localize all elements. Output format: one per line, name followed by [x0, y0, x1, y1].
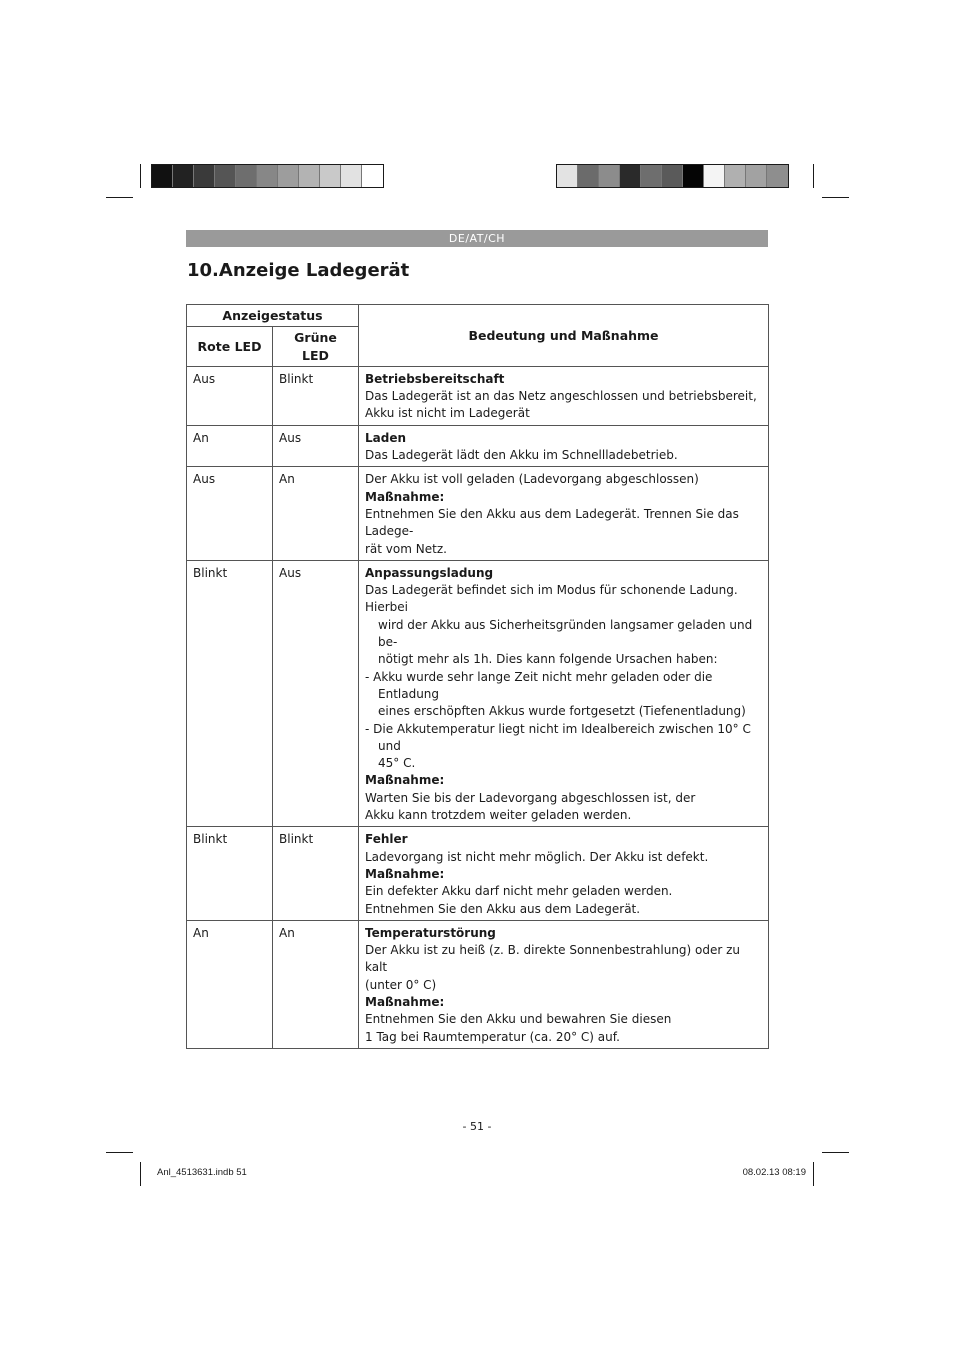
color-swatch: [362, 165, 383, 187]
measure-line: Ein defekter Akku darf nicht mehr geladen werden.: [365, 884, 673, 899]
crop-mark: [822, 1152, 849, 1153]
red-led-cell: Blinkt: [187, 827, 273, 920]
meaning-cell: [359, 560, 769, 826]
footer-datetime: 08.02.13 08:19: [742, 1167, 806, 1178]
color-swatch: [152, 165, 173, 187]
color-swatch: [683, 165, 704, 187]
meaning-cell: [359, 366, 769, 425]
meaning-cell: [359, 425, 769, 467]
description-line: Der Akku ist zu heiß (z. B. direkte Sonnenbestrahlung) oder zu kalt: [365, 943, 741, 975]
table-row: [187, 920, 769, 1048]
color-swatch: [725, 165, 746, 187]
description-line: Der Akku ist voll geladen (Ladevorgang abgeschlossen): [365, 472, 699, 487]
status-title: Laden: [365, 430, 407, 445]
table-row: [187, 366, 769, 425]
header-red-led: Rote LED: [187, 327, 273, 367]
bullet-line: 45° C.: [378, 756, 416, 771]
color-swatch: [215, 165, 236, 187]
crop-mark: [822, 197, 849, 198]
measure-label: Maßnahme:: [365, 489, 445, 504]
measure-line: Entnehmen Sie den Akku aus dem Ladegerät.: [365, 901, 641, 916]
measure-line: Entnehmen Sie den Akku und bewahren Sie diesen: [365, 1012, 672, 1027]
green-led-cell: Aus: [273, 425, 359, 467]
red-led-cell: An: [187, 920, 273, 1048]
color-bar-right: [556, 164, 789, 188]
description-line: Das Ladegerät befindet sich im Modus für schonende Ladung. Hierbei: [365, 583, 738, 615]
description-line: nötigt mehr als 1h. Dies kann folgende Ursachen haben:: [378, 652, 718, 667]
red-led-cell: Aus: [187, 366, 273, 425]
red-led-cell: An: [187, 425, 273, 467]
color-swatch: [236, 165, 257, 187]
green-led-cell: Blinkt: [273, 366, 359, 425]
table-row: [187, 467, 769, 560]
status-title: Temperaturstörung: [365, 925, 496, 940]
color-swatch: [704, 165, 725, 187]
description-line: Akku ist nicht im Ladegerät: [365, 406, 530, 421]
measure-label: Maßnahme:: [365, 994, 445, 1009]
measure-label: Maßnahme:: [365, 773, 445, 788]
description-line: Das Ladegerät lädt den Akku im Schnellladebetrieb.: [365, 448, 678, 463]
green-led-cell: An: [273, 920, 359, 1048]
green-led-cell: Aus: [273, 560, 359, 826]
table-row: [187, 827, 769, 920]
color-swatch: [341, 165, 362, 187]
crop-mark: [813, 1162, 814, 1186]
status-title: Fehler: [365, 832, 408, 847]
footer-file: Anl_4513631.indb 51: [157, 1167, 247, 1178]
color-swatch: [278, 165, 299, 187]
color-swatch: [257, 165, 278, 187]
crop-mark: [140, 1162, 141, 1186]
description-line: Das Ladegerät ist an das Netz angeschlossen und betriebsbereit,: [365, 389, 757, 404]
color-swatch: [557, 165, 578, 187]
page-number: - 51 -: [462, 1120, 492, 1133]
status-title: Betriebsbereitschaft: [365, 371, 505, 386]
measure-line: 1 Tag bei Raumtemperatur (ca. 20° C) auf.: [365, 1029, 620, 1044]
measure-line: Warten Sie bis der Ladevorgang abgeschlossen ist, der: [365, 790, 696, 805]
crop-mark: [140, 164, 141, 188]
table-row: [187, 560, 769, 826]
bullet-line: - Die Akkutemperatur liegt nicht im Idealbereich zwischen 10° C und: [365, 721, 751, 753]
meaning-cell: [359, 467, 769, 560]
table-row: [187, 425, 769, 467]
region-bar: DE/AT/CH: [186, 230, 768, 247]
color-swatch: [299, 165, 320, 187]
measure-line: Akku kann trotzdem weiter geladen werden.: [365, 808, 632, 823]
color-swatch: [746, 165, 767, 187]
description-line: Ladevorgang ist nicht mehr möglich. Der Akku ist defekt.: [365, 849, 709, 864]
section-title: 10.Anzeige Ladegerät: [187, 260, 410, 281]
color-swatch: [173, 165, 194, 187]
green-led-cell: Blinkt: [273, 827, 359, 920]
measure-line: Entnehmen Sie den Akku aus dem Ladegerät. Trennen Sie das Ladege-: [365, 506, 739, 539]
color-swatch: [599, 165, 620, 187]
color-swatch: [662, 165, 683, 187]
measure-label: Maßnahme:: [365, 866, 445, 881]
header-green-led: Grüne LED: [273, 327, 359, 367]
description-line: wird der Akku aus Sicherheitsgründen langsamer geladen und be-: [378, 617, 753, 650]
led-status-table: [186, 304, 769, 1049]
description-line: (unter 0° C): [365, 977, 437, 992]
color-swatch: [194, 165, 215, 187]
crop-mark: [106, 197, 133, 198]
meaning-cell: [359, 827, 769, 920]
color-swatch: [578, 165, 599, 187]
status-title: Anpassungsladung: [365, 565, 494, 580]
header-meaning: Bedeutung und Maßnahme: [359, 305, 769, 367]
header-display-status: Anzeigestatus: [187, 305, 359, 327]
color-swatch: [620, 165, 641, 187]
measure-line: rät vom Netz.: [365, 541, 447, 556]
color-swatch: [641, 165, 662, 187]
meaning-cell: [359, 920, 769, 1048]
red-led-cell: Blinkt: [187, 560, 273, 826]
crop-mark: [813, 164, 814, 188]
bullet-line: eines erschöpften Akkus wurde fortgesetzt (Tiefenentladung): [378, 704, 746, 719]
bullet-line: - Akku wurde sehr lange Zeit nicht mehr geladen oder die Entladung: [365, 669, 713, 701]
color-swatch: [320, 165, 341, 187]
red-led-cell: Aus: [187, 467, 273, 560]
green-led-cell: An: [273, 467, 359, 560]
color-bar-left: [151, 164, 384, 188]
color-swatch: [767, 165, 788, 187]
crop-mark: [106, 1152, 133, 1153]
